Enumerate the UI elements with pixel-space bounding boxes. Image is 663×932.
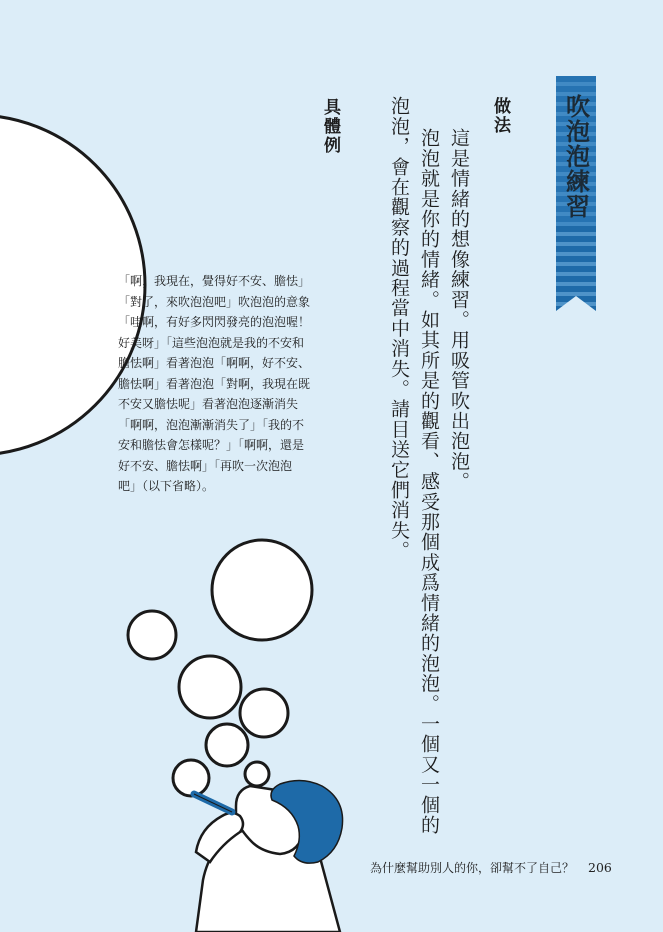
- bubble-icon: [128, 611, 176, 659]
- example-text: [118, 271, 333, 497]
- method-heading: 做法: [490, 97, 510, 135]
- bubble-icon: [212, 540, 312, 640]
- example-line: 「啊啊，泡泡漸漸消失了」「我的不: [118, 417, 305, 432]
- example-line: 「哇啊，有好多閃閃發亮的泡泡喔！: [118, 315, 311, 329]
- example-line: 「啊，我現在，覺得好不安、膽怯」: [118, 274, 311, 288]
- bubble-icon: [240, 689, 288, 737]
- bubble-icon: [173, 760, 209, 796]
- method-line-3: 泡泡，會在觀察的過程當中消失。請目送它們消失。: [388, 96, 410, 561]
- bubble-icon: [245, 762, 269, 786]
- example-line: 「對了，來吹泡泡吧」吹泡泡的意象: [118, 294, 311, 309]
- banner-title: 吹泡泡練習: [561, 94, 590, 219]
- method-line-1: 這是情緒的想像練習。用吸管吹出泡泡。: [448, 128, 470, 492]
- example-heading: 具體例: [320, 98, 340, 155]
- example-line: 吧」（以下省略）。: [118, 479, 215, 493]
- book-title: 為什麼幫助別人的你，卻幫不了自己？: [370, 861, 575, 875]
- page-footer: [370, 859, 612, 876]
- bubble-icon: [179, 656, 241, 718]
- title-banner: [556, 76, 596, 311]
- example-line: 膽怯啊」看著泡泡「啊啊，好不安、: [118, 356, 311, 370]
- page-number: 206: [588, 860, 612, 875]
- example-line: 好美呀」「這些泡泡就是我的不安和: [118, 335, 305, 350]
- example-line: 安和膽怯會怎樣呢？」「啊啊，還是: [118, 438, 305, 452]
- example-line: 膽怯啊」看著泡泡「對啊，我現在既: [118, 376, 311, 391]
- method-line-2: 泡泡就是你的情緒。如其所是的觀看、感受那個成爲情緒的泡泡。一個又一個的: [418, 128, 440, 835]
- bubble-icon: [206, 724, 248, 766]
- person-icon: [194, 780, 343, 932]
- example-line: 不安又膽怯呢」看著泡泡逐漸消失: [118, 397, 299, 411]
- example-line: 好不安、膽怯啊」「再吹一次泡泡: [118, 458, 293, 473]
